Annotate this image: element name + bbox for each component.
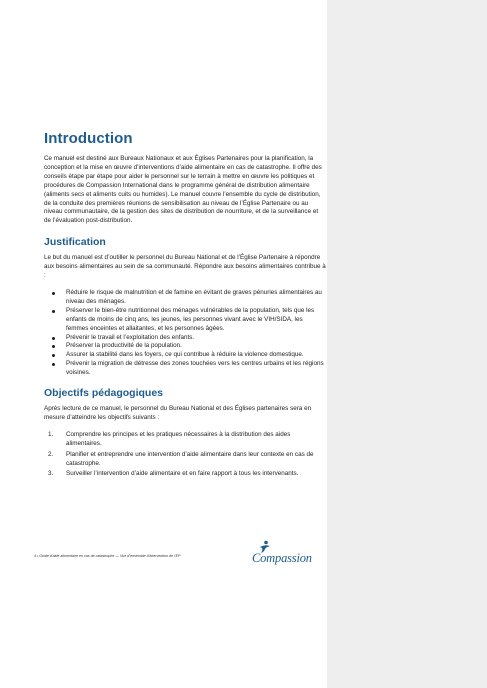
item-number: 2. — [48, 450, 54, 458]
compassion-logo — [252, 540, 324, 568]
justification-heading: Justification — [44, 236, 106, 249]
page-title: Introduction — [44, 130, 133, 147]
justification-bullet-list — [44, 289, 326, 378]
item-text: Planifier et entreprendre une intervention d’aide alimentaire dans leur contexte en cas de catastrophe. — [66, 450, 314, 467]
numbered-item — [44, 470, 326, 479]
bullet-item: Préserver le bien-être nutritionnel des ménages vulnérables de la population, tels que les enfants de moins de cinq ans, les jeunes, les personnes vivant avec le VIH/SIDA, les femmes enceintes et allaitantes, et les personnes âgées. — [44, 307, 326, 334]
comment-margin-pane — [327, 0, 487, 688]
page-footer: 4 • Guide d’aide alimentaire en cas de catastrophe — Vue d’ensemble d’intervention de l’EP — [34, 554, 181, 558]
item-number: 1. — [48, 430, 54, 438]
bullet-item: Prévenir la migration de détresse des zones touchées vers les centres urbains et les régions voisines. — [44, 360, 326, 378]
justification-paragraph: Le but du manuel est d’outiller le personnel du Bureau National et de l’Église Partenaire à répondre aux besoins alimentaires au sein de sa communauté. Répondre aux besoins alimentaires contribue à : — [44, 254, 326, 280]
objectives-heading: Objectifs pédagogiques — [44, 387, 164, 400]
bullet-item: Réduire le risque de malnutrition et de famine en évitant de graves pénuries alimentaires au niveau des ménages. — [44, 289, 326, 307]
intro-paragraph: Ce manuel est destiné aux Bureaux Nationaux et aux Églises Partenaires pour la planification, la conception et la mise en œuvre d’interventions d’aide alimentaire en cas de catastrophe. Il offre des conseils étape par étape pour aider le personnel sur le terrain à mettre en œuvre les politiques et procédures de Compassion International dans le programme général de distribution alimentaire (aliments secs et aliments cuits ou humides). Le manuel couvre l’ensemble du cycle de distribution, de la conduite des premières réunions de sensibilisation au niveau de l’Église Partenaire ou au niveau communautaire, de la gestion des sites de distribution de nourriture, et de la surveillance et de l’évaluation post-distribution. — [44, 155, 322, 225]
objectives-numbered-list — [44, 431, 326, 480]
bullet-item: Assurer la stabilité dans les foyers, ce qui contribue à réduire la violence domestique. — [44, 351, 326, 360]
item-text: Surveiller l’intervention d’aide alimentaire et en faire rapport à tous les intervenants. — [66, 470, 299, 478]
objectives-paragraph: Après lecture de ce manuel, le personnel du Bureau National et des Églises partenaires sera en mesure d’atteindre les objectifs suivants : — [44, 405, 312, 421]
page-content — [44, 130, 326, 479]
item-number: 3. — [48, 470, 54, 478]
item-text: Comprendre les principes et les pratiques nécessaires à la distribution des aides alimentaires. — [66, 430, 291, 447]
numbered-item — [44, 431, 326, 449]
bullet-item: Prévenir le travail et l’exploitation des enfants. — [44, 334, 326, 343]
bullet-item: Préserver la productivité de la population. — [44, 342, 326, 351]
numbered-item — [44, 451, 326, 469]
logo-wordmark: Compassion — [252, 551, 312, 565]
